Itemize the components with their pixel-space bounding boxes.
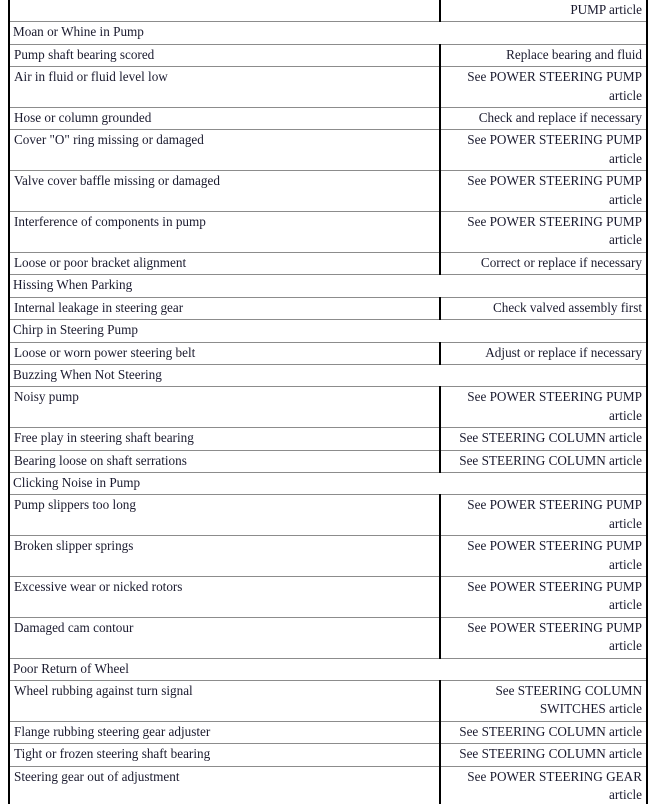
table-row — [10, 342, 646, 364]
action-cell: Adjust or replace if necessary — [440, 342, 646, 364]
section-header-label: Clicking Noise in Pump — [10, 472, 646, 494]
symptom-cell: Loose or worn power steering belt — [10, 342, 440, 364]
section-header-label: Hissing When Parking — [10, 275, 646, 297]
symptom-cell: Damaged cam contour — [10, 617, 440, 658]
action-cell: Check valved assembly first — [440, 297, 646, 319]
action-cell: See POWER STEERING PUMP article — [440, 212, 646, 253]
section-header-label: Moan or Whine in Pump — [10, 22, 646, 44]
symptom-cell: Excessive wear or nicked rotors — [10, 576, 440, 617]
symptom-cell: Flange rubbing steering gear adjuster — [10, 721, 440, 743]
table-row — [10, 108, 646, 130]
table-row — [10, 450, 646, 472]
table-row — [10, 130, 646, 171]
table-row — [10, 721, 646, 743]
action-cell: PUMP article — [440, 0, 646, 22]
action-cell: See STEERING COLUMN SWITCHES article — [440, 681, 646, 722]
action-cell: See STEERING COLUMN article — [440, 721, 646, 743]
table-row — [10, 536, 646, 577]
action-cell: See POWER STEERING PUMP article — [440, 171, 646, 212]
table-row — [10, 387, 646, 428]
table-continuation-row — [10, 0, 646, 22]
table-row — [10, 576, 646, 617]
table-section-header-row — [10, 275, 646, 297]
table-section-header-row — [10, 320, 646, 342]
symptom-cell: Valve cover baffle missing or damaged — [10, 171, 440, 212]
action-cell: See POWER STEERING PUMP article — [440, 495, 646, 536]
symptom-cell: Hose or column grounded — [10, 108, 440, 130]
table-row — [10, 766, 646, 804]
table-section-header-row — [10, 658, 646, 680]
table-row — [10, 297, 646, 319]
table-row — [10, 681, 646, 722]
symptom-cell: Broken slipper springs — [10, 536, 440, 577]
table-section-header-row — [10, 22, 646, 44]
action-cell: See POWER STEERING GEAR article — [440, 766, 646, 804]
action-cell: See POWER STEERING PUMP article — [440, 536, 646, 577]
symptom-cell: Interference of components in pump — [10, 212, 440, 253]
table-body — [10, 0, 646, 804]
section-header-label: Poor Return of Wheel — [10, 658, 646, 680]
table-row — [10, 495, 646, 536]
table-row — [10, 44, 646, 66]
action-cell: See POWER STEERING PUMP article — [440, 387, 646, 428]
action-cell: Replace bearing and fluid — [440, 44, 646, 66]
table-row — [10, 744, 646, 766]
table-row — [10, 428, 646, 450]
symptom-cell: Cover "O" ring missing or damaged — [10, 130, 440, 171]
symptom-cell: Steering gear out of adjustment — [10, 766, 440, 804]
table-section-header-row — [10, 364, 646, 386]
symptom-cell: Loose or poor bracket alignment — [10, 252, 440, 274]
action-cell: See POWER STEERING PUMP article — [440, 130, 646, 171]
action-cell: See POWER STEERING PUMP article — [440, 576, 646, 617]
table-row — [10, 212, 646, 253]
table-section-header-row — [10, 472, 646, 494]
symptom-cell: Air in fluid or fluid level low — [10, 67, 440, 108]
troubleshooting-table — [10, 0, 646, 804]
action-cell: Check and replace if necessary — [440, 108, 646, 130]
troubleshooting-table-wrap — [8, 0, 648, 804]
action-cell: See STEERING COLUMN article — [440, 450, 646, 472]
symptom-cell: Free play in steering shaft bearing — [10, 428, 440, 450]
symptom-cell: Noisy pump — [10, 387, 440, 428]
action-cell: See STEERING COLUMN article — [440, 428, 646, 450]
action-cell: See POWER STEERING PUMP article — [440, 617, 646, 658]
section-header-label: Chirp in Steering Pump — [10, 320, 646, 342]
symptom-cell: Bearing loose on shaft serrations — [10, 450, 440, 472]
symptom-cell: Internal leakage in steering gear — [10, 297, 440, 319]
table-row — [10, 67, 646, 108]
symptom-cell: Tight or frozen steering shaft bearing — [10, 744, 440, 766]
table-row — [10, 171, 646, 212]
action-cell: See STEERING COLUMN article — [440, 744, 646, 766]
symptom-cell — [10, 0, 440, 22]
action-cell: See POWER STEERING PUMP article — [440, 67, 646, 108]
section-header-label: Buzzing When Not Steering — [10, 364, 646, 386]
symptom-cell: Pump shaft bearing scored — [10, 44, 440, 66]
symptom-cell: Wheel rubbing against turn signal — [10, 681, 440, 722]
action-cell: Correct or replace if necessary — [440, 252, 646, 274]
table-row — [10, 252, 646, 274]
symptom-cell: Pump slippers too long — [10, 495, 440, 536]
table-row — [10, 617, 646, 658]
